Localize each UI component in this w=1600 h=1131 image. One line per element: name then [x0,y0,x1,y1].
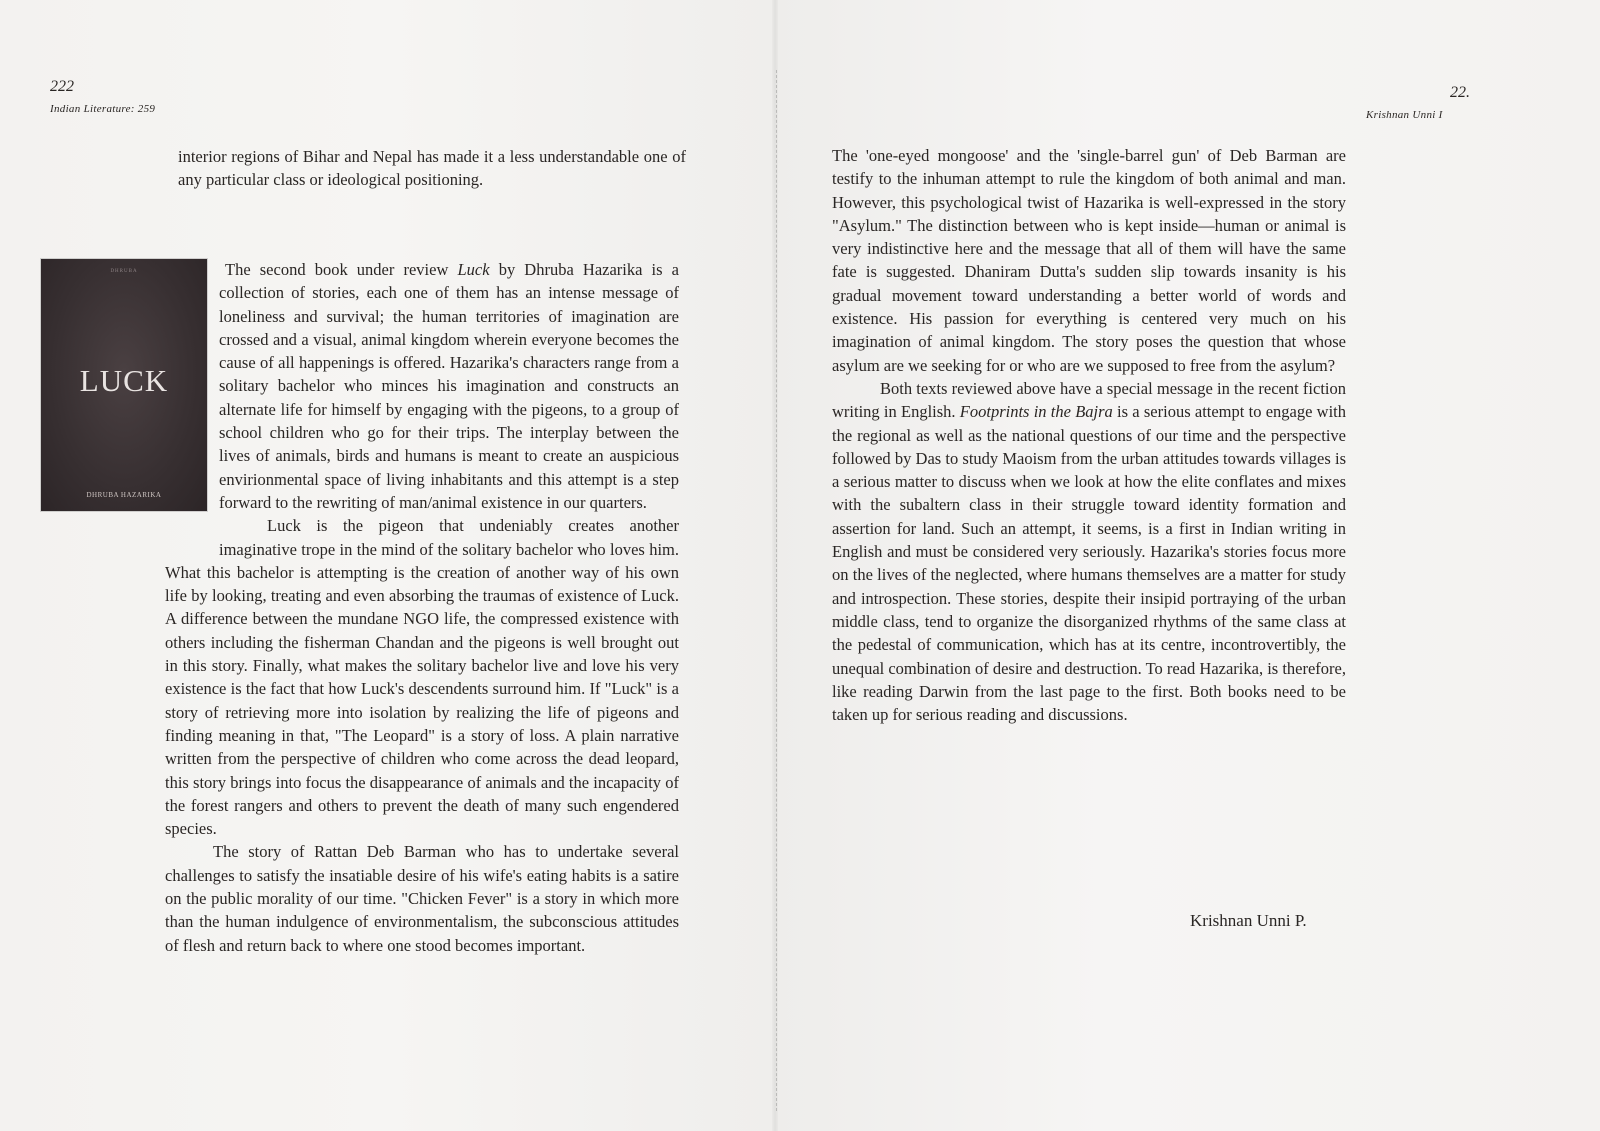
book-gutter [772,0,778,1131]
reviewer-signature: Krishnan Unni P. [1190,911,1307,930]
footprints-title: Footprints in the Bajra [959,402,1113,422]
cover-author: DHRUBA HAZARIKA [86,491,162,499]
luck-body: by Dhruba Hazarika is a collection of stories, each one of them has an intense message of loneliness and survival; the human territories of imagination are crossed and a visual, animal kingdom wherein everyone becomes the cause of all happenings is offered. Hazarika's characters range from a solitary bachelor who minces his imagination and constructs an alternate life for himself by engaging with the pigeons, to a group of school children who go for their trips. The interplay between the lives of animals, birds and humans is meant to create an auspicious envirionmental space of living inhabitants and this attempt is a step forward to the rewriting of man/animal existence in our quarters. [219,260,679,512]
cover-title: LUCK [79,363,169,398]
cover-wrap-space [165,258,219,538]
gutter-crease [776,70,777,1111]
review-paragraph-pigeon: Luck is the pigeon that undeniably creates another imaginative trope in the mind of the solitary bachelor who loves him. What this bachelor is attempting is the creation of another way of his own life by looking, treating and even absorbing the traumas of existence of Luck. A difference between the mundane NGO life, the compressed existence with others including the fisherman Chandan and the pigeons is well brought out in this story. Finally, what makes the solitary bachelor live and love his very existence is the fact that how Luck's descendents surround him. If "Luck" is a story of retrieving more into isolation by realizing the life of pigeons and finding meaning in that, "The Leopard" is a story of loss. A plain narrative written from the perspective of children who come across the dead leopard, this story brings into focus the disappearance of animals and the incapacity of the forest rangers and others to prevent the death of many such engendered species. [165,516,679,839]
review-paragraph-luck [165,258,679,514]
left-intro-text [178,145,686,192]
review-paragraph-rattan: The story of Rattan Deb Barman who has to undertake several challenges to satisfy the insatiable desire of his wife's eating habits is a satire on the public morality of our time. "Chicken Fever" is a story in which more than the human indulgence of environmentalism, the subconscious attitudes of flesh and return back to where one stood becomes important. [165,842,679,955]
conclusion-intro: Both texts reviewed above have a special message in the recent fiction writing in English. [832,378,1346,422]
conclusion-body: is a serious attempt to engage with the regional as well as the national questions of our time and the perspective followed by Das to study Maoism from the urban attitudes towards villages is a serious matter to discuss when we look at how the elite conflates and mixes with the subaltern class in their struggle toward identity formation and assertion for land. Such an attempt, it seems, is a first in Indian writing in English and must be considered very seriously. Hazarika's stories focus more on the lives of the neglected, where humans themselves are a matter for study and introspection. These stories, despite their insipid portraying of the urban middle class, tend to organize the disorganized rhythms of the same class at the pedestal of communication, which has at its centre, incontrovertibly, the unequal combination of desire and destruction. To read Hazarika, is therefore, like reading Darwin from the last page to the first. Both books need to be taken up for serious reading and discussions. [832,402,1346,725]
intro-paragraph: interior regions of Bihar and Nepal has made it a less understandable one of any particular class or ideological positioning. [178,147,686,190]
right-folio: 22. [1450,84,1470,101]
right-running-head: Krishnan Unni I [1366,109,1443,121]
luck-title: Luck [457,260,490,279]
left-folio: 222 [50,78,74,95]
cover-top-text: DHRUBA [110,269,138,274]
review-paragraph-asylum: The 'one-eyed mongoose' and the 'single-barrel gun' of Deb Barman are testify to the inhuman attempt to rule the kingdom of both animal and man. However, this psychological twist of Hazarika is well-expressed in the story "Asylum." The distinction between who is kept inside—human or animal is very indistinctive here and the message that all of them will have the same fate is suggested. Dhaniram Dutta's sudden slip towards insanity is his gradual movement toward understanding a better world of words and existence. His passion for everything is centered very much on his imagination of animal kingdom. The story poses the question that whose asylum are we seeking for or who are we supposed to free from the asylum? [832,146,1346,375]
luck-intro: The second book under review [225,260,458,279]
left-running-head: Indian Literature: 259 [50,103,156,115]
right-main-text [832,144,1346,726]
left-main-text [165,258,679,957]
review-paragraph-conclusion [832,377,1346,726]
